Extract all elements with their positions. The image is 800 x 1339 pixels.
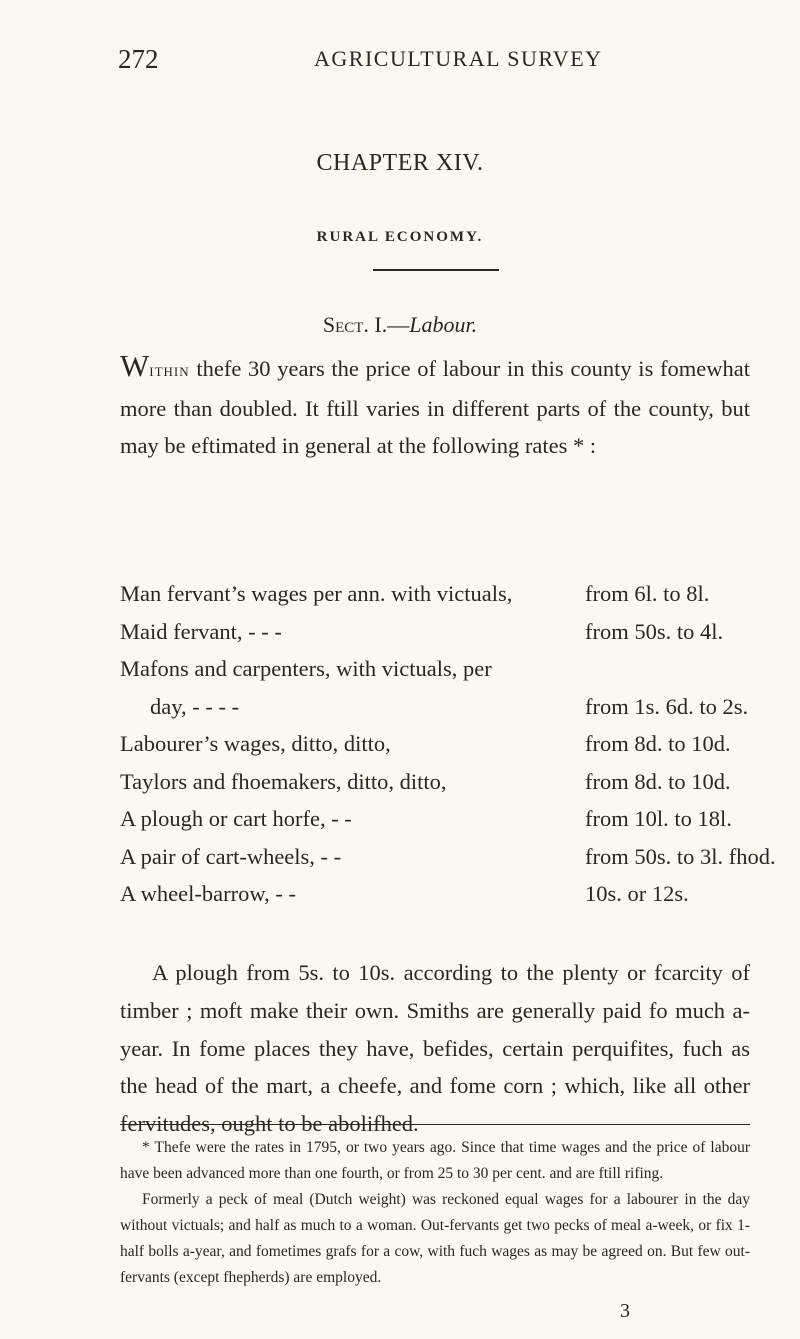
rate-row (120, 763, 760, 801)
footnote (120, 1135, 750, 1291)
body-text: A plough from 5s. to 10s. according to the plenty or fcarcity of timber ; moft make their own. Smiths are generally paid fo much a-year. In fome places they have, befides, certain perquifites, fuch as the head of the mart, a cheefe, and fome corn ; which, like all other fervitudes, ought to be abolifhed. (120, 960, 750, 1137)
rate-item: Taylors and fhoemakers, ditto, ditto, (120, 768, 447, 794)
rate-row (120, 838, 776, 876)
intro-paragraph (120, 350, 750, 465)
section-heading (0, 312, 800, 338)
page-number: 272 (118, 44, 159, 74)
rate-row (120, 725, 760, 763)
rate-item: Maid fervant, - - - (120, 618, 282, 644)
rate-value: from 1s. 6d. to 2s. (585, 693, 749, 719)
rate-value: from 50s. to 4l. (585, 618, 724, 644)
rate-row (120, 613, 760, 651)
rate-item: day, - - - - (150, 693, 240, 719)
drop-cap: W (120, 348, 150, 383)
intro-text: thefe 30 years the price of labour in this county is fomewhat more than doubled. It ftill varies in different parts of the county, but may be eftimated in general at the following rates * : (120, 356, 750, 458)
body-paragraph (120, 954, 750, 1143)
rate-value: 10s. or 12s. (585, 881, 689, 906)
rate-item: Man fervant’s wages per ann. with victuals, (120, 581, 513, 606)
chapter-subject: RURAL ECONOMY. (316, 229, 484, 245)
footnote-paragraph-2: Formerly a peck of meal (Dutch weight) was reckoned equal wages for a labourer in the day without victuals; and half as much to a woman. Out-fervants get two pecks of meal a-week, or fix 1-half bolls a-year, and fometimes grafs for a cow, with fuch wages as may be agreed on. But few out-fervants (except fhepherds) are employed. (120, 1191, 750, 1286)
rate-item: A wheel-barrow, - - (120, 881, 296, 906)
rate-value: from 10l. to 18l. (585, 806, 732, 831)
divider-rule (373, 269, 499, 271)
rate-row (120, 800, 760, 838)
rate-item: A pair of cart-wheels, - - (120, 843, 342, 869)
footnote-rule (120, 1124, 750, 1125)
running-title: AGRICULTURAL SURVEY (314, 46, 603, 71)
rate-row (120, 650, 760, 688)
chapter-title: CHAPTER XIV. (316, 150, 484, 176)
rate-row (120, 875, 760, 913)
section-topic: Labour. (409, 312, 478, 337)
running-head (118, 44, 748, 78)
section-label: Sect. I.— (322, 312, 410, 337)
rate-row (120, 688, 760, 726)
rate-value: from 8d. to 10d. (585, 768, 731, 794)
rate-value: from 50s. to 3l. fhod. (585, 843, 776, 869)
rate-item: Mafons and carpenters, with victuals, per (120, 656, 492, 681)
footnote-paragraph-1: * Thefe were the rates in 1795, or two years ago. Since that time wages and the price of labour have been advanced more than one fourth, or from 25 to 30 per cent. and are ftill rifing. (120, 1139, 750, 1182)
rates-table (120, 575, 776, 913)
rate-item: Labourer’s wages, ditto, ditto, (120, 731, 391, 756)
rate-row (120, 575, 760, 613)
rate-value: from 8d. to 10d. (585, 731, 731, 756)
rate-item: A plough or cart horfe, - - (120, 806, 352, 831)
first-word: ithin (149, 360, 190, 380)
signature-mark: 3 (620, 1300, 630, 1322)
rate-value: from 6l. to 8l. (585, 581, 710, 606)
